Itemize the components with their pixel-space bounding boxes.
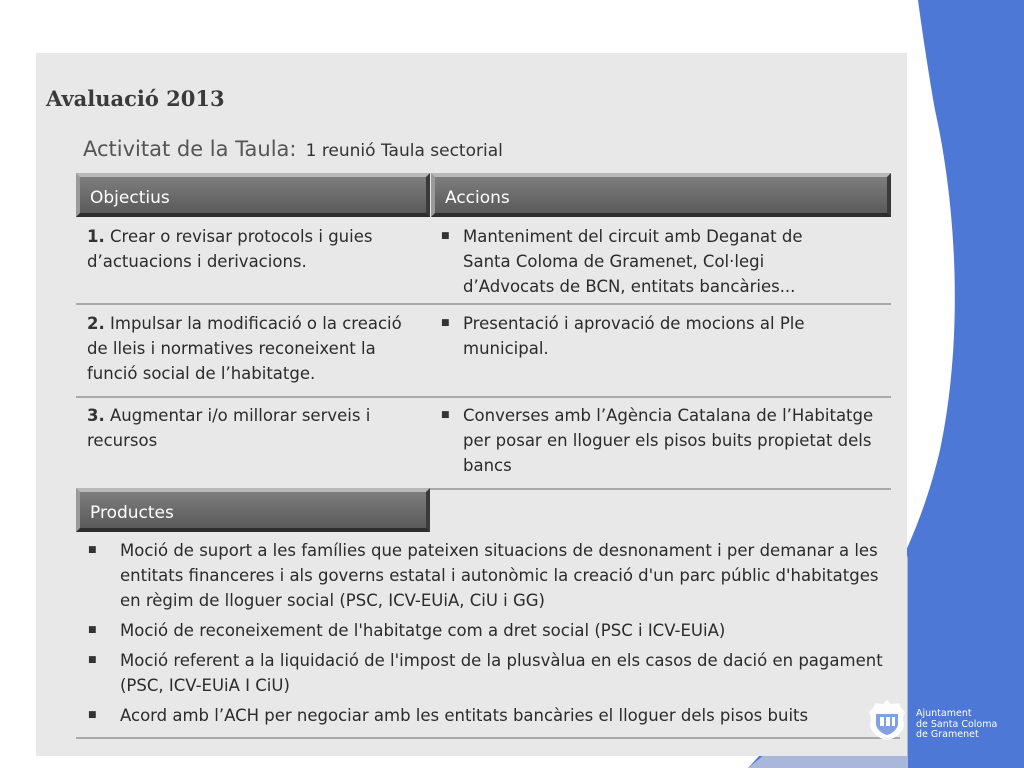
header-objectius: Objectius	[76, 173, 430, 217]
objective-text: Augmentar i/o millorar serveis i recursos	[87, 406, 371, 450]
organization-name	[916, 709, 997, 741]
product-item: ■ Moció de suport a les famílies que pateixen situacions de desnonament i per demanar a les entitats financeres i als governs estatal i autonòmic la creació d'un parc públic d'habitatges en règim de lloguer social (PSC, ICV-EUiA, CiU i GG)	[76, 538, 891, 613]
row-divider	[76, 396, 891, 398]
activity-value: 1 reunió Taula sectorial	[305, 141, 503, 161]
objective-number: 3.	[87, 406, 105, 425]
activity-line	[83, 137, 503, 161]
slide-title: Avaluació 2013	[46, 86, 225, 111]
action-cell-1: ■ Manteniment del circuit amb Deganat de Santa Coloma de Gramenet, Col·legi d’Advocats de BCN, entitats bancàries...	[431, 224, 851, 299]
objective-number: 1.	[87, 227, 105, 246]
org-name-line: de Santa Coloma	[916, 718, 998, 730]
objective-number: 2.	[87, 314, 105, 333]
objective-cell-2	[87, 311, 417, 386]
table-bottom-border	[76, 737, 900, 739]
city-coat-of-arms-icon	[866, 698, 908, 742]
action-cell-2: ■ Presentació i aprovació de mocions al Ple municipal.	[431, 311, 851, 361]
header-productes: Productes	[76, 488, 430, 532]
objective-cell-1	[87, 224, 417, 274]
header-accions: Accions	[431, 173, 891, 217]
activity-label: Activitat de la Taula:	[83, 137, 297, 161]
product-item: ■ Moció referent a la liquidació de l'impost de la plusvàlua en els casos de dació en pagament (PSC, ICV-EUiA I CiU)	[76, 648, 891, 698]
objective-cell-3	[87, 403, 417, 453]
row-divider	[76, 303, 891, 305]
objective-text: Crear o revisar protocols i guies d’actuacions i derivacions.	[87, 227, 373, 271]
product-item: ■ Acord amb l’ACH per negociar amb les entitats bancàries el lloguer dels pisos buits	[76, 703, 891, 728]
objective-text: Impulsar la modificació o la creació de lleis i normatives reconeixent la funció social de l’habitatge.	[87, 314, 402, 383]
action-cell-3: ■ Converses amb l’Agència Catalana de l’Habitatge per posar en lloguer els pisos buits propietat dels bancs	[431, 403, 881, 478]
product-item: ■ Moció de reconeixement de l'habitatge com a dret social (PSC i ICV-EUiA)	[76, 618, 891, 643]
org-name-line: Ajuntament	[916, 708, 972, 719]
products-list	[76, 538, 891, 733]
org-name-line: de Gramenet	[916, 729, 979, 740]
